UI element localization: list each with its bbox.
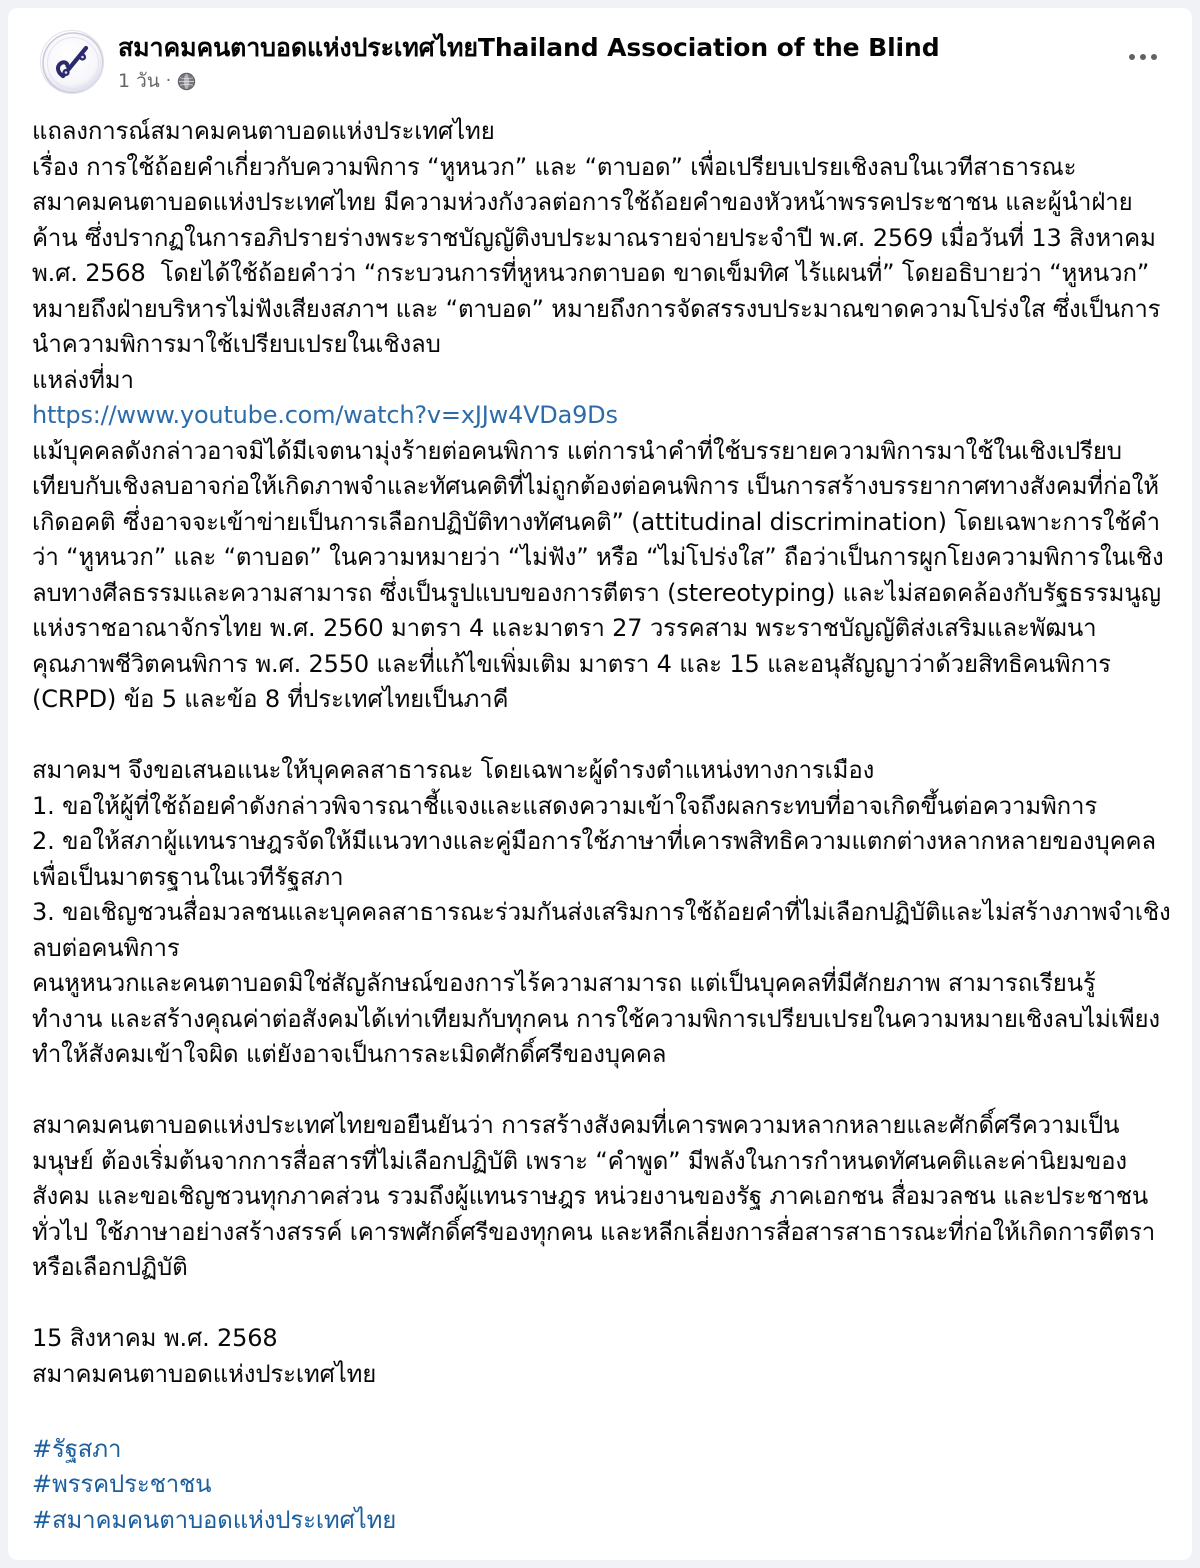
ellipsis-dot: [1151, 54, 1157, 60]
post-timestamp[interactable]: 1 วัน: [118, 70, 160, 92]
paragraph-analysis: แม้บุคคลดังกล่าวอาจมิได้มีเจตนามุ่งร้ายต่อคนพิการ แต่การนำคำที่ใช้บรรยายความพิการมาใช้ในเชิงเปรียบเทียบกับเชิงลบอาจก่อให้เกิดภาพจำและทัศนคติที่ไม่ถูกต้องต่อคนพิการ เป็นการสร้างบรรยากาศทางสังคมที่ก่อให้เกิดอคติ ซึ่งอาจจะเข้าข่ายเป็นการเลือกปฏิบัติทางทัศนคติ” (attitudinal discrimination) โดยเฉพาะการใช้คำว่า “หูหนวก” และ “ตาบอด” ในความหมายว่า “ไม่ฟัง” หรือ “ไม่โปร่งใส” ถือว่าเป็นการผูกโยงความพิการในเชิงลบทางศีลธรรมและความสามารถ ซึ่งเป็นรูปแบบของการตีตรา (stereotyping) และไม่สอดคล้องกับรัฐธรรมนูญแห่งราชอาณาจักรไทย พ.ศ. 2560 มาตรา 4 และมาตรา 27 วรรคสาม พระราชบัญญัติส่งเสริมและพัฒนาคุณภาพชีวิตคนพิการ พ.ศ. 2550 และที่แก้ไขเพิ่มเติม มาตรา 4 และ 15 และอนุสัญญาว่าด้วยสิทธิคนพิการ (CRPD) ข้อ 5 และข้อ 8 ที่ประเทศไทยเป็นภาคี: [32, 436, 1164, 713]
hashtag-list: [32, 1432, 1172, 1539]
post-meta: [118, 69, 1174, 93]
source-url-link[interactable]: https://www.youtube.com/watch?v=xJJw4VDa9Ds: [32, 401, 618, 429]
ellipsis-dot: [1140, 54, 1146, 60]
source-label: แหล่งที่มา: [32, 365, 134, 394]
page-title[interactable]: สมาคมคนตาบอดแห่งประเทศไทยThailand Association of the Blind: [118, 33, 940, 62]
hashtag-item[interactable]: #พรรคประชาชน: [32, 1470, 212, 1498]
ellipsis-dot: [1129, 54, 1135, 60]
paragraph-spacer: [32, 718, 1172, 754]
statement-signature: สมาคมคนตาบอดแห่งประเทศไทย: [32, 1359, 377, 1388]
post-options-button[interactable]: [1120, 40, 1166, 74]
post-author-block: [118, 30, 1174, 93]
statement-subject: เรื่อง การใช้ถ้อยคำเกี่ยวกับความพิการ “หูหนวก” และ “ตาบอด” เพื่อเปรียบเปรยเชิงลบในเวทีสาธารณะ: [32, 152, 1077, 181]
paragraph-affirmation: สมาคมคนตาบอดแห่งประเทศไทยขอยืนยันว่า การสร้างสังคมที่เคารพความหลากหลายและศักดิ์ศรีความเป็นมนุษย์ ต้องเริ่มต้นจากการสื่อสารที่ไม่เลือกปฏิบัติ เพราะ “คำพูด” มีพลังในการกำหนดทัศนคติและค่านิยมของสังคม และขอเชิญชวนทุกภาคส่วน รวมถึงผู้แทนราษฎร หน่วยงานของรัฐ ภาคเอกชน สื่อมวลชน และประชาชนทั่วไป ใช้ภาษาอย่างสร้างสรรค์ เคารพศักดิ์ศรีของทุกคน และหลีกเลี่ยงการสื่อสารสาธารณะที่ก่อให้เกิดการตีตราหรือเลือกปฏิบัติ: [32, 1111, 1156, 1281]
blind-association-logo-icon: [41, 31, 104, 94]
recommendation-intro: สมาคมฯ จึงขอเสนอแนะให้บุคคลสาธารณะ โดยเฉพาะผู้ดำรงตำแหน่งทางการเมือง: [32, 756, 875, 784]
globe-icon[interactable]: [177, 72, 196, 91]
statement-date: 15 สิงหาคม พ.ศ. 2568: [32, 1324, 278, 1352]
post-body: [26, 100, 1174, 1538]
recommendation-item-2: 2. ขอให้สภาผู้แทนราษฎรจัดให้มีแนวทางและคู่มือการใช้ภาษาที่เคารพสิทธิความแตกต่างหลากหลายของบุคคล เพื่อเป็นมาตรฐานในเวทีรัฐสภา: [32, 827, 1164, 891]
recommendation-item-3: 3. ขอเชิญชวนสื่อมวลชนและบุคคลสาธารณะร่วมกันส่งเสริมการใช้ถ้อยคำที่ไม่เลือกปฏิบัติและไม่สร้างภาพจำเชิงลบต่อคนพิการ: [32, 898, 1171, 962]
paragraph-spacer: [32, 1392, 1172, 1428]
hashtag-item[interactable]: #สมาคมคนตาบอดแห่งประเทศไทย: [32, 1505, 397, 1534]
paragraph-spacer: [32, 1073, 1172, 1109]
post-card: [8, 8, 1192, 1560]
hashtag-item[interactable]: #รัฐสภา: [32, 1434, 122, 1463]
recommendation-item-1: 1. ขอให้ผู้ที่ใช้ถ้อยคำดังกล่าวพิจารณาชี้แจงและแสดงความเข้าใจถึงผลกระทบที่อาจเกิดขึ้นต่อความพิการ: [32, 791, 1098, 820]
source-link-row: [32, 398, 1172, 434]
avatar[interactable]: [40, 30, 104, 94]
statement-heading: แถลงการณ์สมาคมคนตาบอดแห่งประเทศไทย: [32, 117, 495, 145]
paragraph-concern: สมาคมคนตาบอดแห่งประเทศไทย มีความห่วงกังวลต่อการใช้ถ้อยคำของหัวหน้าพรรคประชาชน และผู้นำฝ่ายค้าน ซึ่งปรากฏในการอภิปรายร่างพระราชบัญญัติงบประมาณรายจ่ายประจำปี พ.ศ. 2569 เมื่อวันที่ 13 สิงหาคม พ.ศ. 2568 โดยได้ใช้ถ้อยคำว่า “กระบวนการที่หูหนวกตาบอด ขาดเข็มทิศ ไร้แผนที่” โดยอธิบายว่า “หูหนวก” หมายถึงฝ่ายบริหารไม่ฟังเสียงสภาฯ และ “ตาบอด” หมายถึงการจัดสรรงบประมาณขาดความโปร่งใส ซึ่งเป็นการนำความพิการมาใช้เปรียบเปรยในเชิงลบ: [32, 188, 1164, 358]
post-header: [26, 28, 1174, 100]
meta-separator: ·: [165, 71, 172, 91]
paragraph-capability: คนหูหนวกและคนตาบอดมิใช่สัญลักษณ์ของการไร้ความสามารถ แต่เป็นบุคคลที่มีศักยภาพ สามารถเรียนรู้ ทำงาน และสร้างคุณค่าต่อสังคมได้เท่าเทียมกับทุกคน การใช้ความพิการเปรียบเปรยในความหมายเชิงลบไม่เพียงทำให้สังคมเข้าใจผิด แต่ยังอาจเป็นการละเมิดศักดิ์ศรีของบุคคล: [32, 969, 1160, 1068]
paragraph-spacer: [32, 1286, 1172, 1322]
